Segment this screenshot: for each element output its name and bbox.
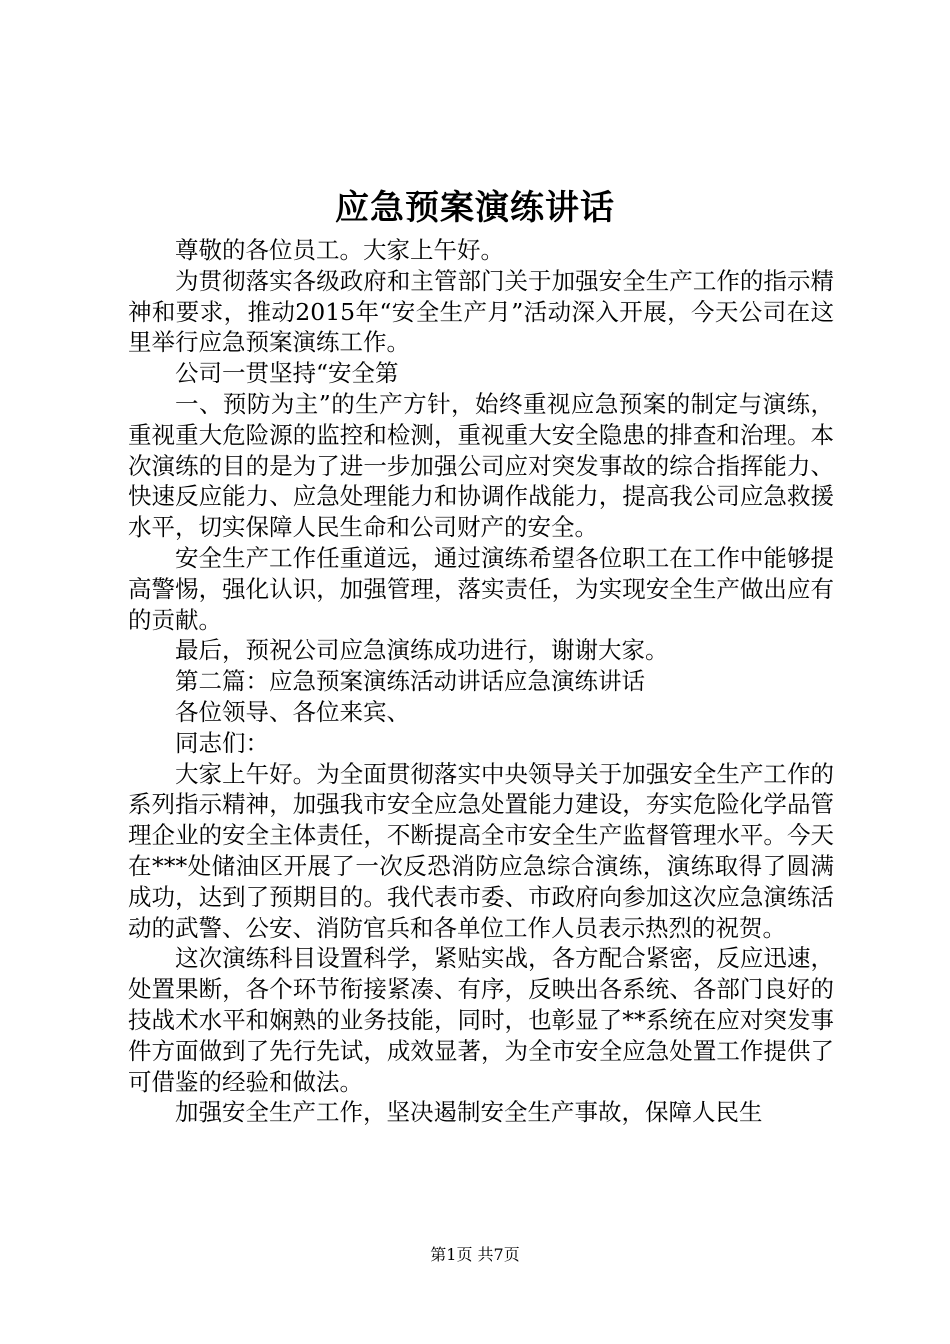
- paragraph-salutation: 同志们：: [175, 728, 269, 757]
- document-body: [128, 235, 834, 1128]
- section-heading: 第二篇：应急预案演练活动讲话应急演练讲话: [175, 667, 645, 696]
- paragraph: 加强安全生产工作，坚决遏制安全生产事故，保障人民生: [175, 1098, 763, 1127]
- page-number-footer: 第1页 共7页: [430, 1245, 520, 1264]
- paragraph: 大家上午好。为全面贯彻落实中央领导关于加强安全生产工作的系列指示精神，加强我市安全应急处置能力建设，夯实危险化学品管理企业的安全主体责任，不断提高全市安全生产监督管理水平。今天在***处储油区开展了一次反恐消防应急综合演练，演练取得了圆满成功，达到了预期目的。我代表市委、市政府向参加这次应急演练活动的武警、公安、消防官兵和各单位工作人员表示热烈的祝贺。: [128, 759, 834, 942]
- paragraph: 一、预防为主”的生产方针，始终重视应急预案的制定与演练，重视重大危险源的监控和检测，重视重大安全隐患的排查和治理。本次演练的目的是为了进一步加强公司应对突发事故的综合指挥能力、快速反应能力、应急处理能力和协调作战能力，提高我公司应急救援水平，切实保障人民生命和公司财产的安全。: [128, 389, 834, 542]
- document-title: 应急预案演练讲话: [335, 188, 615, 228]
- paragraph: 为贯彻落实各级政府和主管部门关于加强安全生产工作的指示精神和要求，推动2015年“安全生产月”活动深入开展，今天公司在这里举行应急预案演练工作。: [128, 266, 834, 357]
- paragraph: 公司一贯坚持“安全第: [175, 359, 399, 388]
- paragraph-salutation: 各位领导、各位来宾、: [175, 697, 410, 726]
- paragraph-greeting: 尊敬的各位员工。大家上午好。: [175, 236, 504, 264]
- paragraph: 这次演练科目设置科学，紧贴实战，各方配合紧密，反应迅速，处置果断，各个环节衔接紧凑、有序，反映出各系统、各部门良好的技战术水平和娴熟的业务技能，同时，也彰显了**系统在应对突发事件方面做到了先行先试，成效显著，为全市安全应急处置工作提供了可借鉴的经验和做法。: [128, 944, 834, 1096]
- paragraph: 最后，预祝公司应急演练成功进行，谢谢大家。: [175, 636, 669, 665]
- paragraph: 安全生产工作任重道远，通过演练希望各位职工在工作中能够提高警惕，强化认识，加强管理，落实责任，为实现安全生产做出应有的贡献。: [128, 543, 834, 634]
